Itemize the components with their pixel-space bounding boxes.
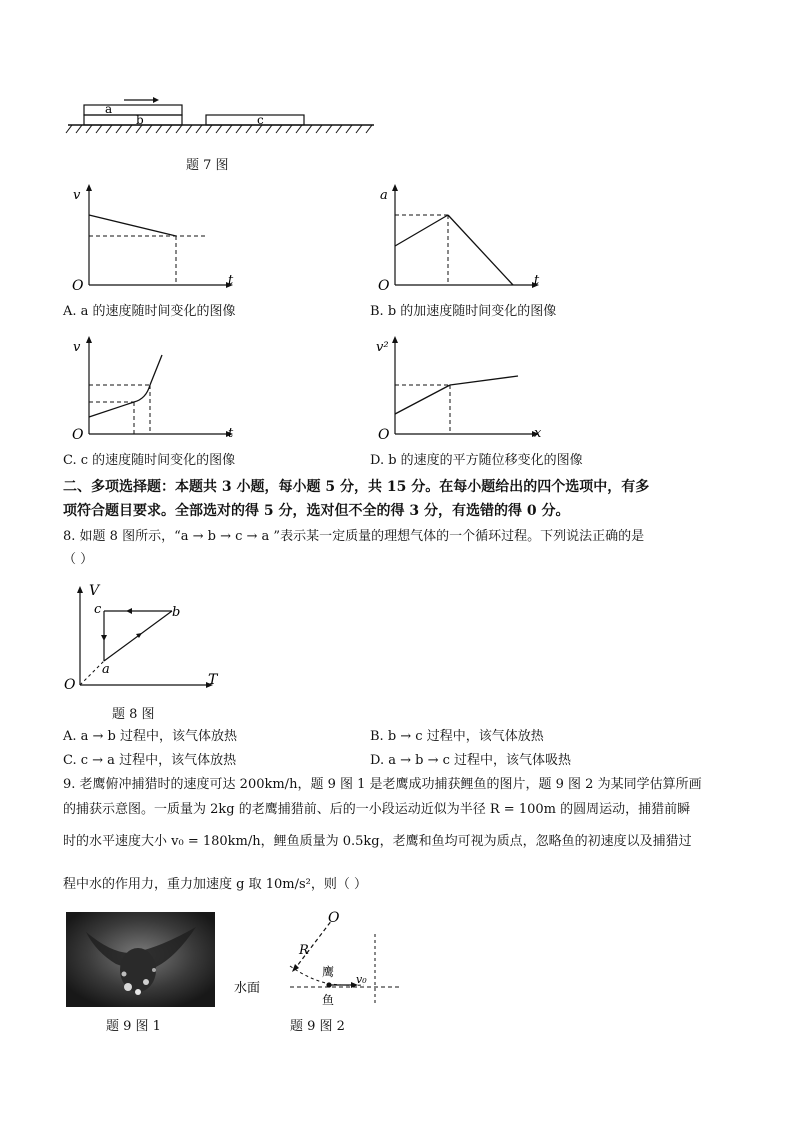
q8-y-label: V: [89, 583, 100, 599]
q9-fig2-eagle-label: 鹰: [322, 965, 335, 979]
fig7-diagram: [60, 92, 380, 148]
q8-stem-line2: （ ）: [63, 552, 94, 567]
q9-fig2-water-label: 水面: [234, 981, 261, 996]
q8-option-a[interactable]: A. a → b 过程中，该气体放热: [63, 729, 238, 744]
q9-fig1-caption: 题 9 图 1: [106, 1019, 161, 1034]
q9-stem-line1: 9. 老鹰俯冲捕猎时的速度可达 200km/h，题 9 图 1 是老鹰成功捕获鲤鱼的图片，题 9 图 2 为某同学估算所画: [63, 777, 702, 792]
block-c-label: c: [257, 113, 264, 127]
graph-a-origin: O: [72, 278, 84, 293]
q8-stem-line1: 8. 如题 8 图所示，“a → b → c → a ”表示某一定质量的理想气体的一个循环过程。下列说法正确的是: [63, 529, 645, 544]
graph-a-x-label: t: [228, 273, 234, 288]
q9-stem-line2: 的捕获示意图。一质量为 2kg 的老鹰捕猎前、后的一小段运动近似为半径 R = 100m 的圆周运动，捕猎前瞬: [63, 802, 691, 817]
graph-a-y-label: v: [73, 188, 81, 203]
section2-heading-line2: 项符合题目要求。全部选对的得 5 分，选对但不全的得 3 分，有选错的得 0 分。: [63, 503, 570, 519]
section2-heading-line1: 二、多项选择题：本题共 3 小题，每小题 5 分，共 15 分。在每小题给出的四个选项中，有多: [63, 479, 650, 495]
q8-point-c: c: [94, 602, 102, 617]
graph-b-x-label: t: [534, 273, 540, 288]
graph-a: [62, 183, 252, 293]
q9-fig2-radius-r: R: [299, 943, 309, 958]
q8-x-label: T: [208, 672, 218, 688]
q8-option-d[interactable]: D. a → b → c 过程中，该气体吸热: [370, 753, 572, 768]
graph-c-caption: C. c 的速度随时间变化的图像: [63, 453, 236, 468]
graph-d-caption: D. b 的速度的平方随位移变化的图像: [370, 453, 583, 468]
block-b-label: b: [136, 113, 144, 127]
graph-b: [368, 183, 558, 293]
graph-b-y-label: a: [380, 188, 388, 203]
block-a-label: a: [105, 102, 113, 116]
q8-origin: O: [64, 677, 76, 693]
q8-point-a: a: [102, 662, 110, 677]
q8-vt-diagram: [60, 583, 230, 693]
graph-c-x-label: t: [228, 426, 234, 441]
q9-fig2-v0-label: v₀: [356, 973, 367, 986]
q9-fig2-center-o: O: [328, 910, 340, 926]
graph-b-caption: B. b 的加速度随时间变化的图像: [370, 304, 557, 319]
q9-fig2-fish-label: 鱼: [322, 993, 335, 1007]
q8-option-b[interactable]: B. b → c 过程中，该气体放热: [370, 729, 544, 744]
graph-c-y-label: v: [73, 340, 81, 355]
q9-stem-line3: 时的水平速度大小 v₀ = 180km/h，鲤鱼质量为 0.5kg，老鹰和鱼均可视为质点，忽略鱼的初速度以及捕猎过: [63, 834, 692, 849]
graph-d-x-label: x: [534, 426, 542, 441]
graph-b-origin: O: [378, 278, 390, 293]
q8-caption: 题 8 图: [112, 707, 155, 722]
q9-stem-line4: 程中水的作用力，重力加速度 g 取 10m/s²，则（ ）: [63, 877, 367, 892]
graph-d-y-label: v²: [376, 340, 389, 355]
q9-fig2-diagram: [232, 908, 402, 1008]
fig7-caption: 题 7 图: [186, 158, 229, 173]
graph-d-origin: O: [378, 427, 390, 443]
q8-point-b: b: [172, 605, 181, 620]
graph-a-caption: A. a 的速度随时间变化的图像: [63, 304, 236, 319]
graph-c-origin: O: [72, 427, 84, 443]
eagle-photo: [66, 912, 215, 1007]
graph-c: [62, 335, 252, 445]
graph-d: [368, 335, 568, 445]
q8-option-c[interactable]: C. c → a 过程中，该气体放热: [63, 753, 237, 768]
q9-fig2-caption: 题 9 图 2: [290, 1019, 345, 1034]
